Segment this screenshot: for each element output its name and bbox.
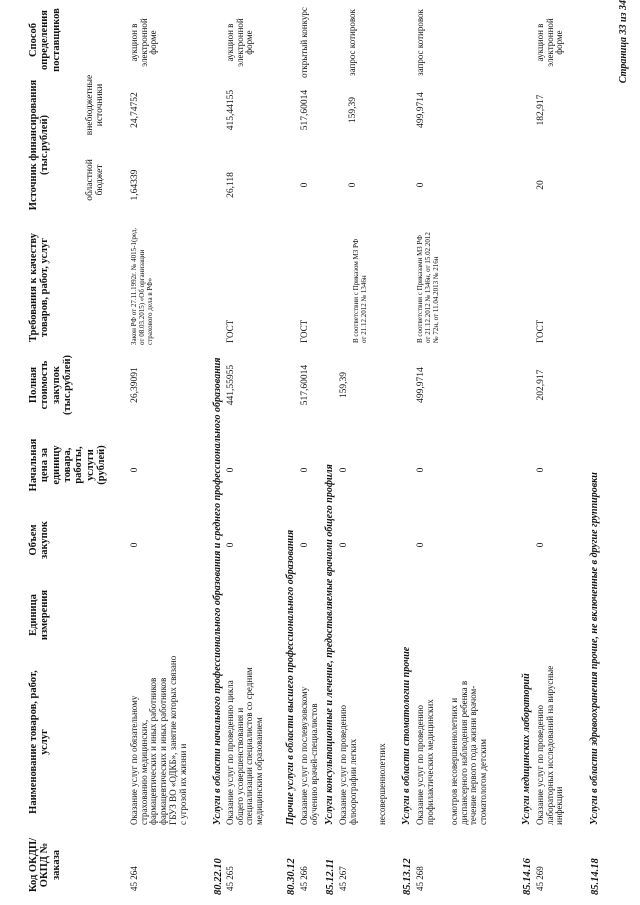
page-number: Страница 33 из 34 (618, 0, 629, 84)
row-45268-price: 0 (416, 467, 426, 473)
row-45269-method: аукцион в электронной форме (535, 18, 565, 67)
header-method: Способ определения поставщиков (28, 8, 62, 72)
row-45267-ext: 159,39 (348, 96, 358, 124)
section-title: Услуги в области начального профессионального образования и среднего профессионального образования (212, 357, 223, 825)
row-45268-ext: 499,9714 (416, 92, 426, 128)
row-45269-req: ГОСТ (535, 319, 545, 343)
row-45264-name: Оказание услуг по обязательному страхованию медицинских, фармацевтических и иных работников фармацевтических и иных работников ГБУЗ ВО «ОДКБ», занятие которых связано с угрозой их жизни и (129, 655, 188, 825)
row-45267-code: 45 267 (338, 866, 348, 891)
section-title: Услуги в области стоматологии прочие (401, 646, 412, 825)
row-45267-cost: 159,39 (339, 371, 349, 399)
header-financing: Источник финансирования (тыс.рублей) (28, 79, 51, 211)
row-45269-ext: 182,917 (536, 94, 546, 126)
header-volume: Объем закупок (28, 521, 51, 559)
row-45265-price: 0 (226, 467, 236, 473)
row-45266-code: 45 266 (299, 866, 309, 891)
section-code: 85.14.18 (590, 858, 601, 895)
section-code: 80.30.12 (286, 858, 297, 895)
row-45266-method: открытый конкурс (299, 7, 309, 78)
row-45268-cost: 499,9714 (416, 367, 426, 403)
row-45265-method: аукцион в электронной форме (225, 18, 255, 67)
row-45268-method: запрос котировок (415, 9, 425, 76)
row-45266-name: Оказание услуг по послевузовскому обучению врачей-специалистов (299, 686, 319, 825)
row-45266-ext: 517,60014 (300, 89, 310, 131)
row-45269-price: 0 (536, 467, 546, 473)
row-45267-price: 0 (339, 467, 349, 473)
section-code: 85.14.16 (522, 858, 533, 895)
row-45264-ext: 24,74752 (130, 92, 140, 128)
row-45265-reg: 26,118 (226, 172, 236, 198)
row-45264-price: 0 (130, 467, 140, 473)
row-45267-name-tail: несовершеннолетних (377, 743, 387, 825)
row-45268-req: В соответствии с Приказами МЗ РФ от 21.12.2012 № 1346н, от 15.02.2012 № 72н, от 11.04.2013 № 216н (416, 232, 441, 343)
row-45265-cost: 441,55955 (226, 364, 236, 406)
row-45267-volume: 0 (339, 542, 349, 548)
row-45266-cost: 517,60014 (300, 364, 310, 406)
row-45268-reg: 0 (416, 182, 426, 188)
section-title: Услуги консультационные и лечение, предоставляемые врачами общего профиля (324, 464, 335, 825)
header-unit: Единица измерения (28, 589, 51, 641)
header-start-price: Начальная цена за единицу товара, работы, услуги (рублей) (28, 438, 107, 492)
row-45269-name: Оказание услуг по проведению лабораторных исследований на вирусные инфекции (535, 665, 565, 825)
row-45268-code: 45 268 (415, 866, 425, 891)
row-45264-req: Закон РФ от 27.11.1992г. № 4015-1(ред. от 08.03.2015) «Об организации страхового дела в РФ» (130, 227, 155, 345)
row-45266-req: ГОСТ (299, 319, 309, 343)
row-45267-req: В соответствии с Приказом МЗ РФ от 21.12.2012 № 1346н (352, 238, 369, 343)
row-45265-volume: 0 (226, 542, 236, 548)
row-45269-cost: 202,917 (536, 369, 546, 401)
header-requirements: Требования к качеству товаров, работ, услуг (28, 233, 51, 343)
row-45265-req: ГОСТ (225, 319, 235, 343)
row-45267-reg: 0 (348, 182, 358, 188)
header-regional: областной бюджет (85, 159, 106, 201)
row-45265-name: Оказание услуг по проведению цикла общего усовершенствования и специализации специалистов со средним медицинским образованием (225, 667, 265, 825)
row-45264-cost: 26,39091 (130, 367, 140, 403)
row-45266-price: 0 (300, 467, 310, 473)
row-45264-code: 45 264 (129, 866, 139, 891)
section-title: Услуги медицинских лабораторий (521, 673, 532, 825)
header-code: Код ОКДП/ ОКПД № заказа (28, 837, 62, 893)
row-45267-method: запрос котировок (347, 9, 357, 76)
row-45268-volume: 0 (416, 542, 426, 548)
row-45268-name-cont: осмотров несовершеннолетних и диспансерного наблюдения ребенка в течение первого года жизни врачом-стоматологом детским (449, 680, 489, 825)
header-name: Наименование товаров, работ, услуг (28, 670, 51, 814)
row-45267-name: Оказание услуг по проведению флюорографии легких (338, 705, 358, 825)
row-45265-code: 45 265 (225, 866, 235, 891)
section-title: Услуги в области здравоохранения прочие, не включенные в другие группировки (589, 472, 600, 825)
section-code: 85.12.11 (325, 858, 336, 895)
row-45264-method: аукцион в электронной форме (129, 18, 159, 67)
row-45269-volume: 0 (536, 542, 546, 548)
row-45265-ext: 415,44155 (226, 89, 236, 131)
row-45268-name: Оказание услуг по проведению профилактических медицинских (415, 699, 435, 825)
row-45269-reg: 20 (536, 180, 546, 190)
row-45264-volume: 0 (130, 542, 140, 548)
row-45264-reg: 1,64339 (130, 169, 140, 201)
section-title: Прочие услуги в области высшего профессионального образования (285, 529, 296, 825)
row-45269-code: 45 269 (535, 866, 545, 891)
header-extra: внебюджетные источники (85, 74, 106, 136)
section-code: 85.13.12 (402, 858, 413, 895)
header-full-cost: Полная стоимость закупок (тыс.рублей) (28, 354, 73, 416)
row-45266-reg: 0 (300, 182, 310, 188)
row-45266-volume: 0 (300, 542, 310, 548)
section-code: 80.22.10 (213, 858, 224, 895)
